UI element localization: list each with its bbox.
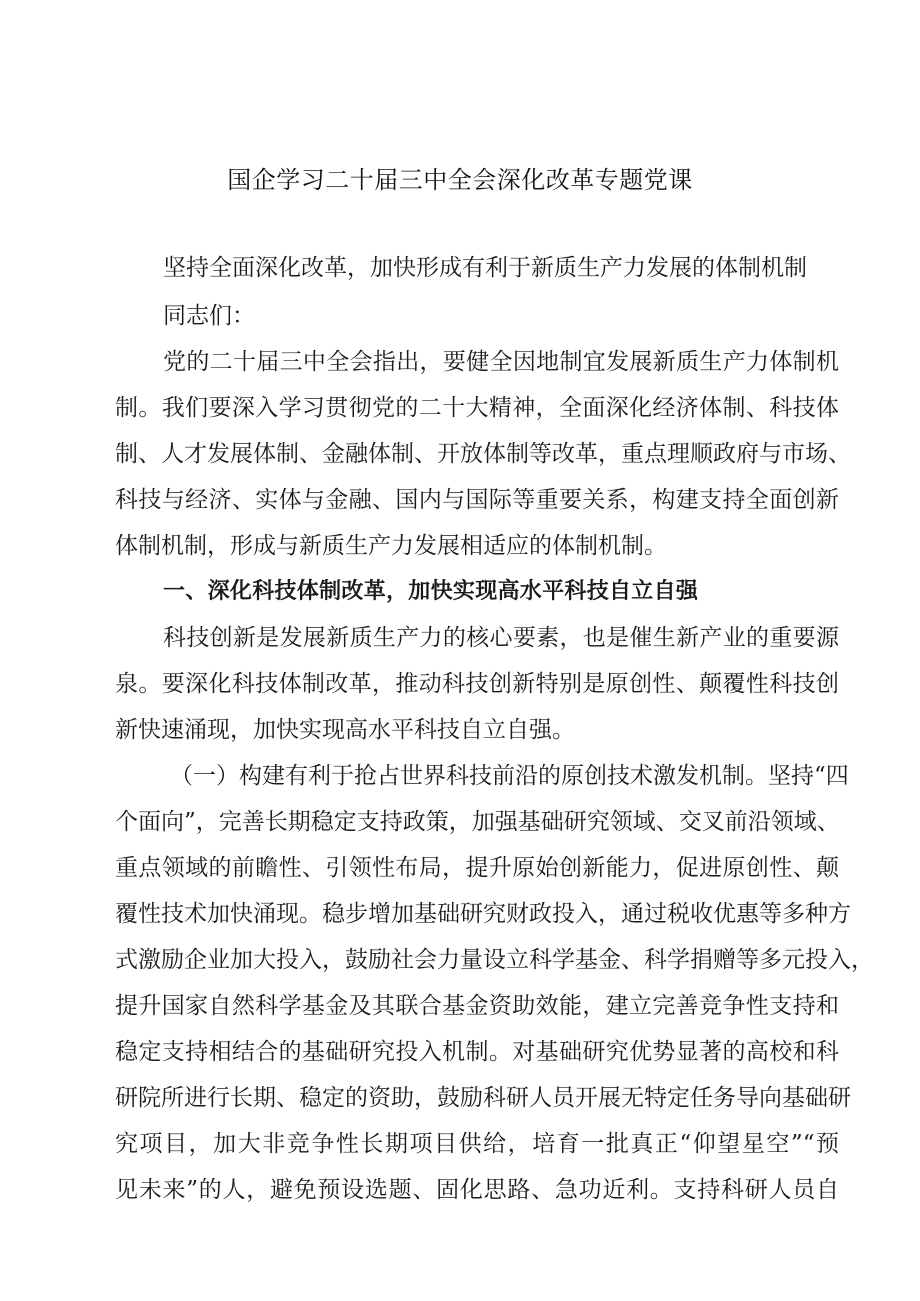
section-paragraph-line: 泉。要深化科技体制改革，推动科技创新特别是原创性、颠覆性科技创 <box>115 671 839 697</box>
subtitle: 坚持全面深化改革，加快形成有利于新质生产力发展的体制机制 <box>163 255 807 281</box>
subsection-line: 究项目，加大非竞争性长期项目供给，培育一批真正“仰望星空”“预 <box>115 1131 839 1157</box>
section-paragraph-line: 科技创新是发展新质生产力的核心要素，也是催生新产业的重要源 <box>163 625 839 651</box>
subsection-line: 式激励企业加大投入，鼓励社会力量设立科学基金、科学捐赠等多元投入， <box>115 947 874 973</box>
section-heading: 一、深化科技体制改革，加快实现高水平科技自立自强 <box>163 579 699 604</box>
document-title: 国企学习二十届三中全会深化改革专题党课 <box>227 166 693 194</box>
subsection-line: 稳定支持相结合的基础研究投入机制。对基础研究优势显著的高校和科 <box>115 1039 839 1065</box>
section-paragraph-line: 新快速涌现，加快实现高水平科技自立自强。 <box>115 717 575 743</box>
subsection-line: 提升国家自然科学基金及其联合基金资助效能，建立完善竞争性支持和 <box>115 993 839 1019</box>
subsection-line: 重点领域的前瞻性、引领性布局，提升原始创新能力，促进原创性、颠 <box>115 855 839 881</box>
intro-line: 制。我们要深入学习贯彻党的二十大精神，全面深化经济体制、科技体 <box>115 395 839 421</box>
subsection-line: 覆性技术加快涌现。稳步增加基础研究财政投入，通过税收优惠等多种方 <box>115 901 851 927</box>
intro-line: 体制机制，形成与新质生产力发展相适应的体制机制。 <box>115 533 667 559</box>
salutation: 同志们： <box>163 303 255 329</box>
subsection-line: 个面向”，完善长期稳定支持政策，加强基础研究领域、交叉前沿领域、 <box>115 809 840 835</box>
intro-line: 党的二十届三中全会指出，要健全因地制宜发展新质生产力体制机 <box>163 349 839 375</box>
subsection-line: 见未来”的人，避免预设选题、固化思路、急功近利。支持科研人员自 <box>115 1177 839 1203</box>
subsection-line: （一）构建有利于抢占世界科技前沿的原创技术激发机制。坚持“四 <box>170 763 849 789</box>
intro-line: 科技与经济、实体与金融、国内与国际等重要关系，构建支持全面创新 <box>115 487 839 513</box>
subsection-line: 研院所进行长期、稳定的资助，鼓励科研人员开展无特定任务导向基础研 <box>115 1085 851 1111</box>
intro-line: 制、人才发展体制、金融体制、开放体制等改革，重点理顺政府与市场、 <box>115 441 851 467</box>
